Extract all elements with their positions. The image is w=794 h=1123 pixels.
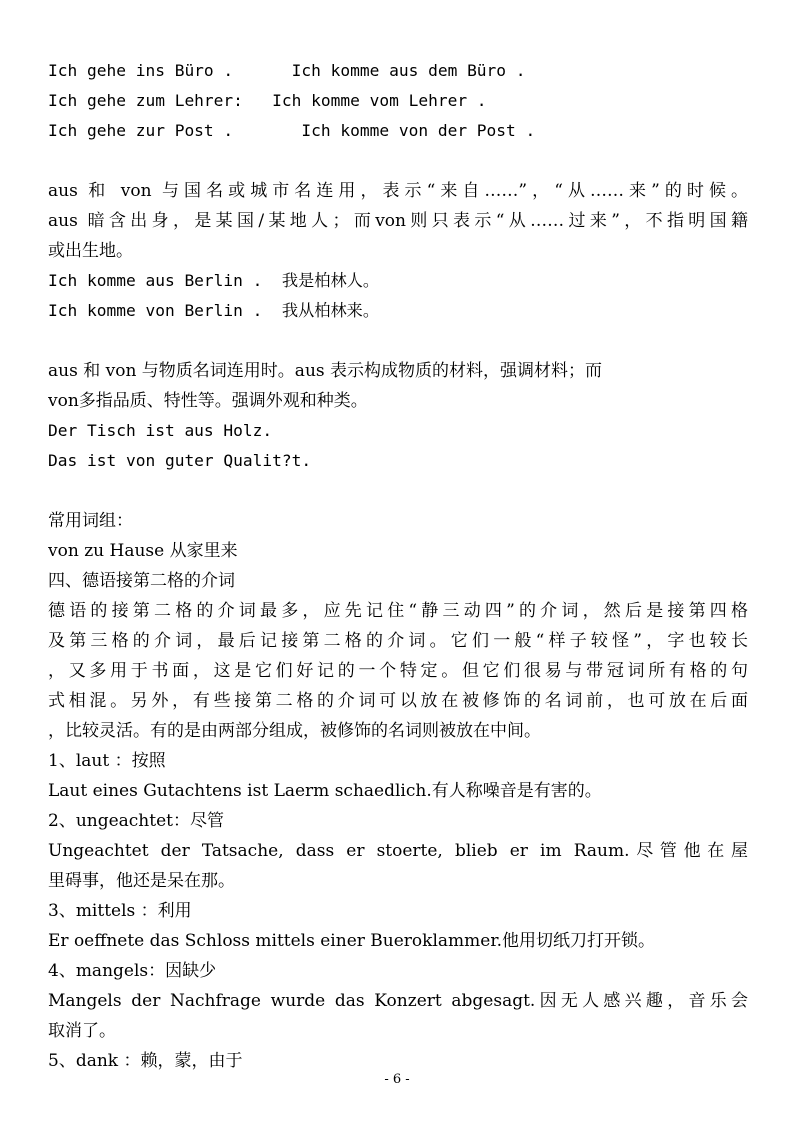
section-heading: 四、德语接第二格的介词 xyxy=(48,571,235,591)
example-line: Ich komme von Berlin . 我从柏林来。 xyxy=(48,301,380,320)
example-line: Ich komme aus Berlin . 我是柏林人。 xyxy=(48,271,380,290)
phrase-line: von zu Hause 从家里来 xyxy=(48,541,238,561)
example-line: Das ist von guter Qualit?t. xyxy=(48,451,312,470)
example-line: Laut eines Gutachtens ist Laerm schaedlich.有人称噪音是有害的。 xyxy=(48,781,602,801)
example-line: 里碍事，他还是呆在那。 xyxy=(48,871,235,891)
blank-line xyxy=(48,326,748,356)
example-line: Ich gehe ins Büro . Ich komme aus dem Büro . xyxy=(48,61,526,80)
paragraph-line: ，比较灵活。有的是由两部分组成，被修饰的名词则被放在中间。 xyxy=(48,721,541,741)
paragraph-line: 或出生地。 xyxy=(48,241,133,261)
example-line: Ungeachtet der Tatsache, dass er stoerte, blieb er im Raum.尽管他在屋 xyxy=(48,841,748,861)
paragraph-line: 及第三格的介词，最后记接第二格的介词。它们一般“样子较怪”，字也较长 xyxy=(48,631,748,651)
blank-line xyxy=(48,146,748,176)
blank-line xyxy=(48,476,748,506)
paragraph-line: 德语的接第二格的介词最多，应先记住“静三动四”的介词，然后是接第四格 xyxy=(48,601,748,621)
preposition-item: 2、ungeachtet：尽管 xyxy=(48,811,224,831)
paragraph-line: aus 暗含出身，是某国/某地人；而von则只表示“从……过来”，不指明国籍 xyxy=(48,211,748,231)
example-line: Ich gehe zur Post . Ich komme von der Post . xyxy=(48,121,536,140)
paragraph-line: ，又多用于书面，这是它们好记的一个特定。但它们很易与带冠词所有格的句 xyxy=(48,661,748,681)
section-label: 常用词组： xyxy=(48,511,133,531)
paragraph-line: aus 和 von 与物质名词连用时。aus 表示构成物质的材料，强调材料；而 xyxy=(48,361,603,381)
paragraph-line: aus 和 von 与国名或城市名连用，表示“来自……”，“从……来”的时候。 xyxy=(48,181,748,201)
example-line: Er oeffnete das Schloss mittels einer Bueroklammer.他用切纸刀打开锁。 xyxy=(48,931,655,951)
paragraph-line: von多指品质、特性等。强调外观和种类。 xyxy=(48,391,368,411)
preposition-item: 1、laut ：按照 xyxy=(48,751,166,771)
preposition-item: 4、mangels：因缺少 xyxy=(48,961,217,981)
page-number: - 6 - xyxy=(384,1072,410,1087)
preposition-item: 3、mittels ：利用 xyxy=(48,901,192,921)
example-line: Der Tisch ist aus Holz. xyxy=(48,421,273,440)
example-line: Mangels der Nachfrage wurde das Konzert abgesagt.因无人感兴趣，音乐会 xyxy=(48,991,748,1011)
example-line: Ich gehe zum Lehrer: Ich komme vom Lehrer . xyxy=(48,91,487,110)
paragraph-line: 式相混。另外，有些接第二格的介词可以放在被修饰的名词前，也可放在后面 xyxy=(48,691,748,711)
page-content xyxy=(48,56,748,1076)
preposition-item: 5、dank ：赖，蒙，由于 xyxy=(48,1051,243,1071)
example-line: 取消了。 xyxy=(48,1021,116,1041)
